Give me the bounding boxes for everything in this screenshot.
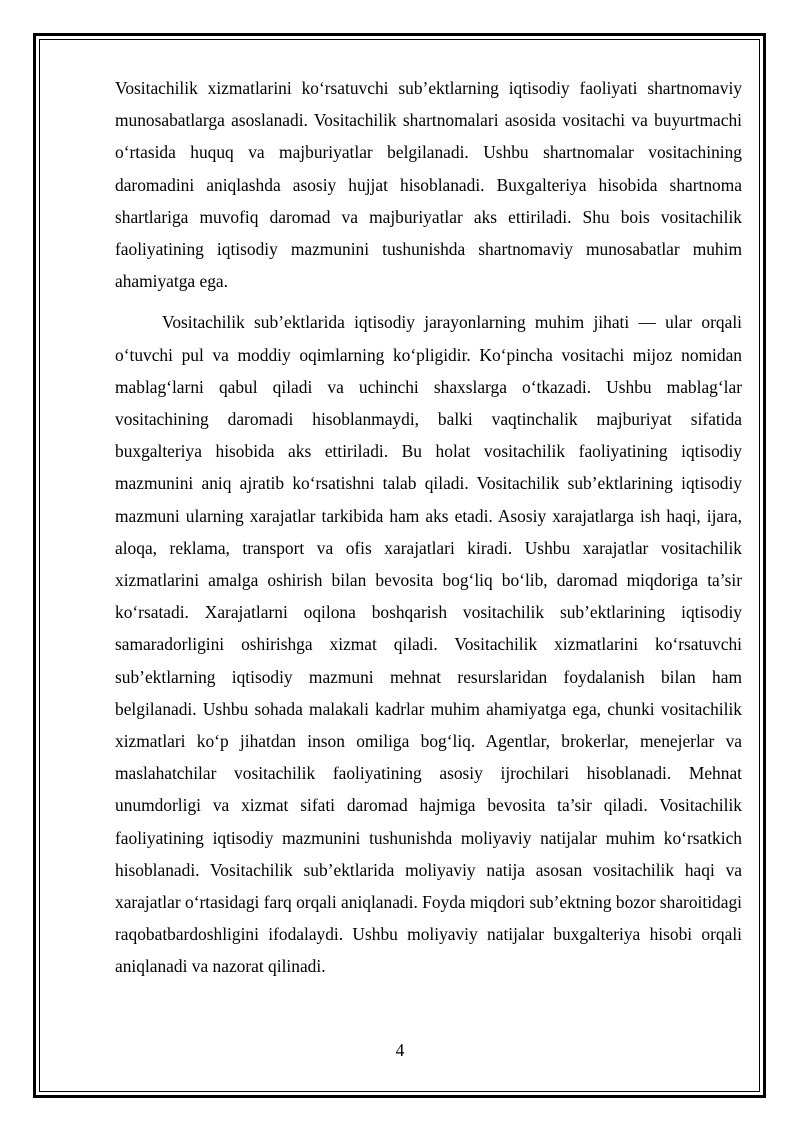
paragraph-economic-processes: Vositachilik sub’ektlarida iqtisodiy jarayonlarning muhim jihati — ular orqali o‘tuvchi pul va moddiy oqimlarning ko‘pligidir. Ko‘pincha vositachi mijoz nomidan mablag‘larni qabul qiladi va uchinchi shaxslarga o‘tkazadi. Ushbu mablag‘lar vositachining daromadi hisoblanmaydi, balki vaqtinchalik majburiyat sifatida buxgalteriya hisobida aks ettiriladi. Bu holat vositachilik faoliyatining iqtisodiy mazmunini aniq ajratib ko‘rsatishni talab qiladi. Vositachilik sub’ektlarining iqtisodiy mazmuni ularning xarajatlar tarkibida ham aks etadi. Asosiy xarajatlarga ish haqi, ijara, aloqa, reklama, transport va ofis xarajatlari kiradi. Ushbu xarajatlar vositachilik xizmatlarini amalga oshirish bilan bevosita bog‘liq bo‘lib, daromad miqdoriga ta’sir ko‘rsatadi. Xarajatlarni oqilona boshqarish vositachilik sub’ektlarining iqtisodiy samaradorligini oshirishga xizmat qiladi. Vositachilik xizmatlarini ko‘rsatuvchi sub’ektlarning iqtisodiy mazmuni mehnat resurslaridan foydalanish bilan ham belgilanadi. Ushbu sohada malakali kadrlar muhim ahamiyatga ega, chunki vositachilik xizmatlari ko‘p jihatdan inson omiliga bog‘liq. Agentlar, brokerlar, menejerlar va maslahatchilar vositachilik faoliyatining asosiy ijrochilari hisoblanadi. Mehnat unumdorligi va xizmat sifati daromad hajmiga bevosita ta’sir qiladi. Vositachilik faoliyatining iqtisodiy mazmunini tushunishda moliyaviy natijalar muhim ko‘rsatkich hisoblanadi. Vositachilik sub’ektlarida moliyaviy natija asosan vositachilik haqi va xarajatlar o‘rtasidagi farq orqali aniqlanadi. Foyda miqdori sub’ektning bozor sharoitidagi raqobatbardoshligini ifodalaydi. Ushbu moliyaviy natijalar buxgalteriya hisobi orqali aniqlanadi va nazorat qilinadi. <box>115 312 742 977</box>
document-body <box>115 72 742 983</box>
page-number: 4 <box>395 1040 405 1060</box>
paragraph-contractual-relations: Vositachilik xizmatlarini ko‘rsatuvchi sub’ektlarning iqtisodiy faoliyati shartnomaviy munosabatlarga asoslanadi. Vositachilik shartnomalari asosida vositachi va buyurtmachi o‘rtasida huquq va majburiyatlar belgilanadi. Ushbu shartnomalar vositachining daromadini aniqlashda asosiy hujjat hisoblanadi. Buxgalteriya hisobida shartnoma shartlariga muvofiq daromad va majburiyatlar aks ettiriladi. Shu bois vositachilik faoliyatining iqtisodiy mazmunini tushunishda shartnomaviy munosabatlar muhim ahamiyatga ega. <box>115 78 742 292</box>
